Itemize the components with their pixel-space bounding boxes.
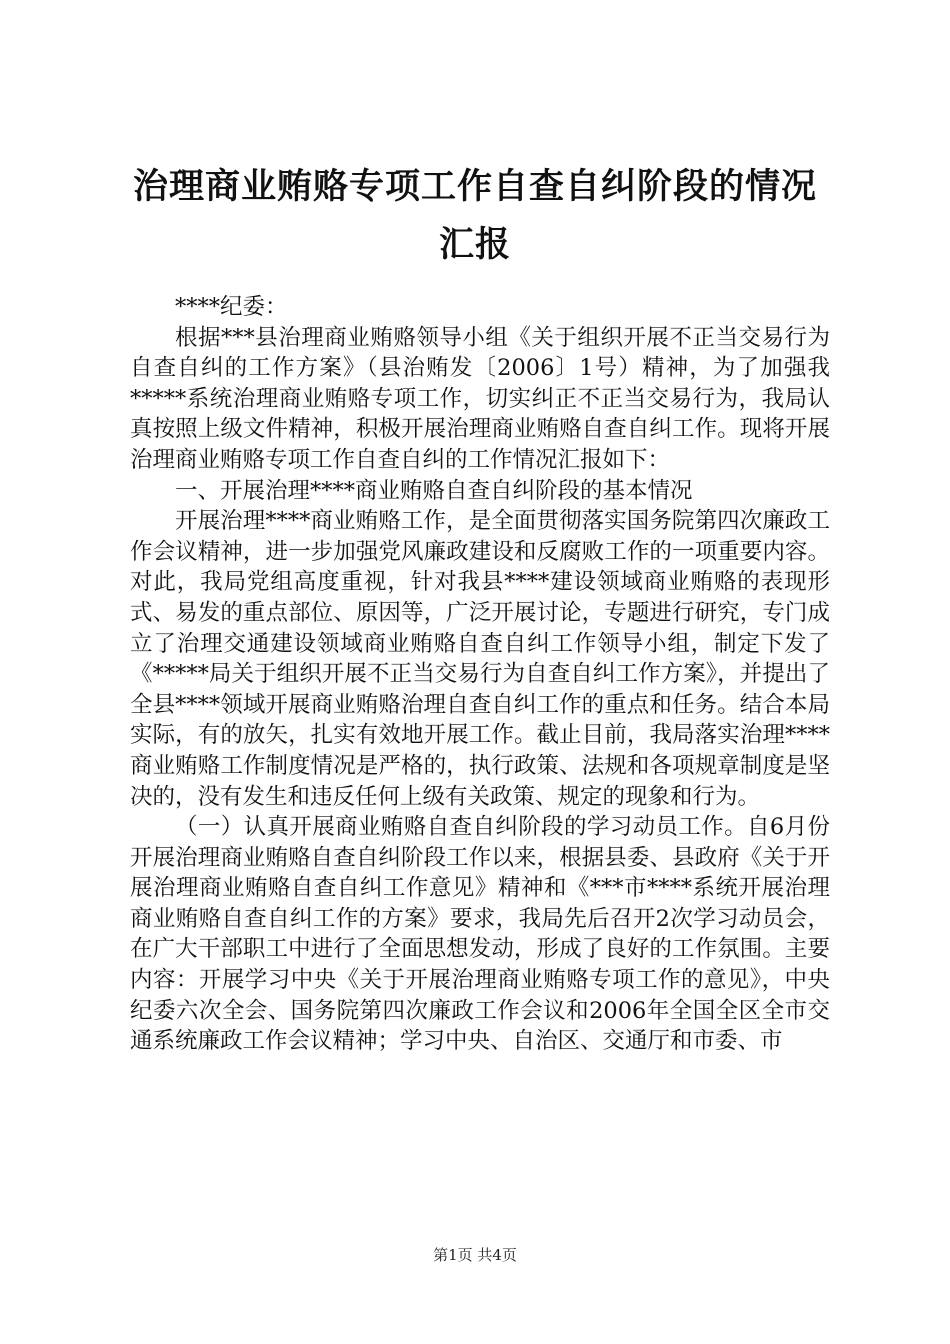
document-body xyxy=(130,292,830,1057)
salutation: ****纪委： xyxy=(175,294,288,320)
section-heading: 一、开展治理****商业贿赂自查自纠阶段的基本情况 xyxy=(175,477,693,504)
page-number: 第1页 共4页 xyxy=(433,1246,517,1264)
paragraph-intro: 根据***县治理商业贿赂领导小组《关于组织开展不正当交易行为自查自纠的工作方案》（县治贿发〔2006〕1号）精神，为了加强我*****系统治理商业贿赂专项工作，切实纠正不正当交易行为，我局认真按照上级文件精神，积极开展治理商业贿赂自查自纠工作。现将开展治理商业贿赂专项工作自查自纠的工作情况汇报如下： xyxy=(130,324,830,473)
paragraph-study-mobilization: （一）认真开展商业贿赂自查自纠阶段的学习动员工作。自6月份开展治理商业贿赂自查自纠阶段工作以来，根据县委、县政府《关于开展治理商业贿赂自查自纠工作意见》精神和《***市****系统开展治理商业贿赂自查自纠工作的方案》要求，我局先后召开2次学习动员会，在广大干部职工中进行了全面思想发动，形成了良好的工作氛围。主要内容：开展学习中央《关于开展治理商业贿赂专项工作的意见》，中央纪委六次全会、国务院第四次廉政工作会议和2006年全国全区全市交通系统廉政工作会议精神；学习中央、自治区、交通厅和市委、市 xyxy=(130,814,830,1055)
paragraph-basic-situation: 开展治理****商业贿赂工作，是全面贯彻落实国务院第四次廉政工作会议精神，进一步加强党风廉政建设和反腐败工作的一项重要内容。对此，我局党组高度重视，针对我县****建设领域商业贿赂的表现形式、易发的重点部位、原因等，广泛开展讨论，专题进行研究，专门成立了治理交通建设领域商业贿赂自查自纠工作领导小组，制定下发了《*****局关于组织开展不正当交易行为自查自纠工作方案》，并提出了全县****领域开展商业贿赂治理自查自纠工作的重点和任务。结合本局实际，有的放矢，扎实有效地开展工作。截止目前，我局落实治理****商业贿赂工作制度情况是严格的，执行政策、法规和各项规章制度是坚决的，没有发生和违反任何上级有关政策、规定的现象和行为。 xyxy=(130,508,830,810)
document-title: 治理商业贿赂专项工作自查自纠阶段的情况汇报 xyxy=(132,166,817,265)
